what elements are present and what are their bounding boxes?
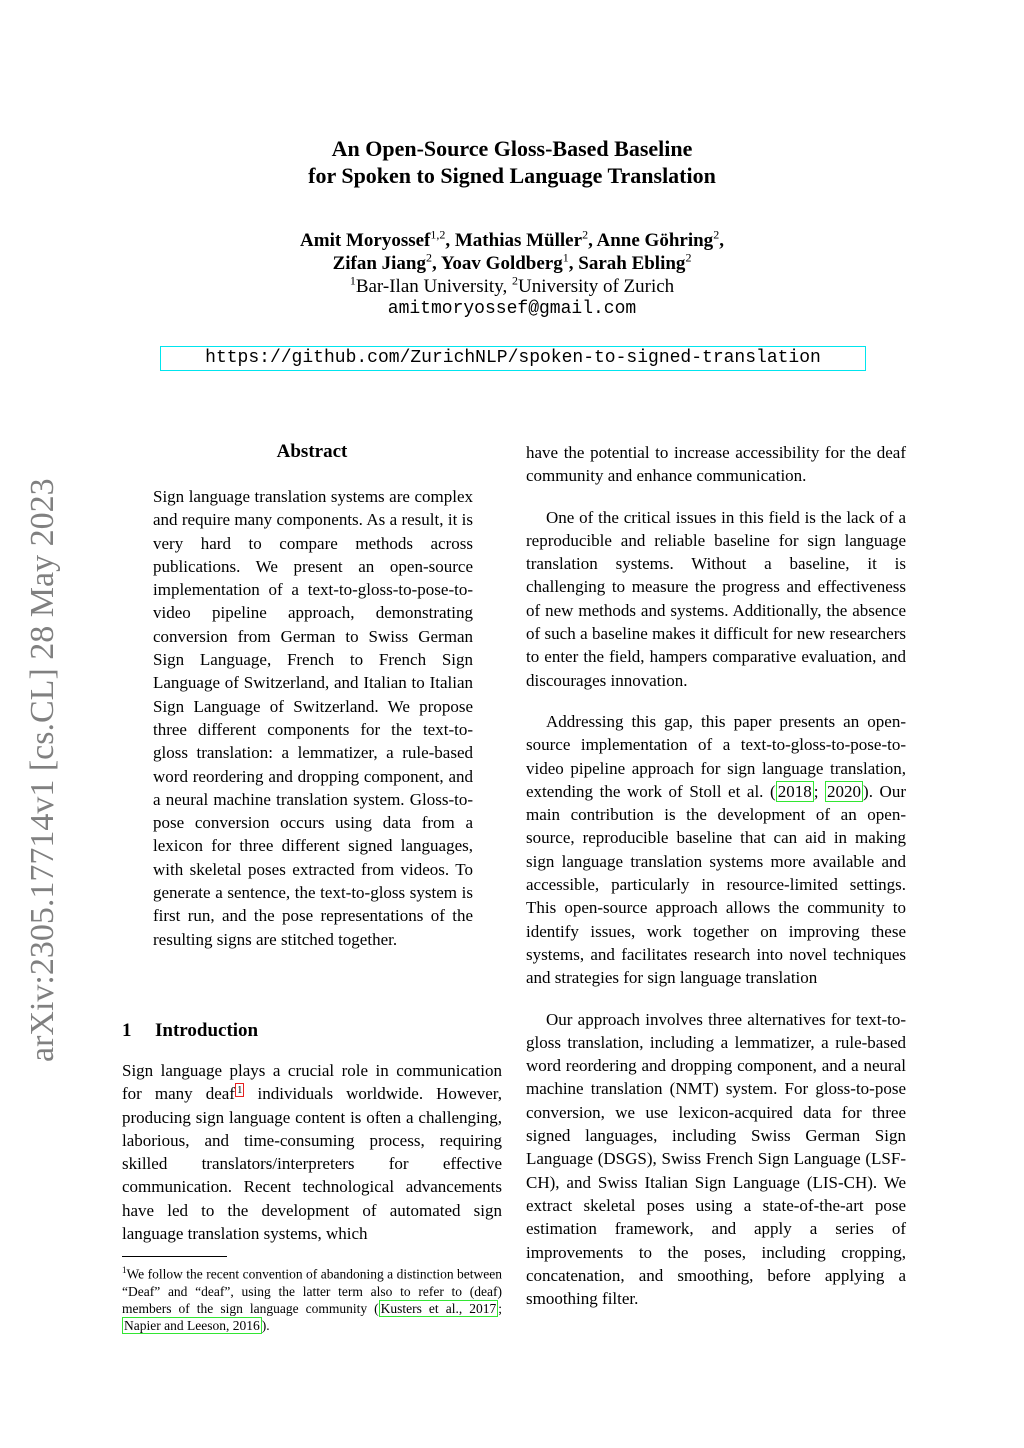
affiliation-name: University of Zurich [517,276,675,297]
author-affiliation: 1,2 [430,227,446,242]
title-line-1: An Open-Source Gloss-Based Baseline [331,136,693,161]
affiliation-number: 1 [349,273,356,288]
author-block [0,229,1024,321]
citation-separator: ; [498,1300,503,1316]
footnote-text: We follow the recent convention of abandoning a distinction between “Deaf” and “deaf”, using the latter term also to refer to (deaf) members of the sign language community ( [122,1266,502,1316]
section-number: 1 [122,1020,132,1041]
author-affiliation: 2 [582,227,589,242]
footnote-text: ). [261,1317,270,1333]
contact-email[interactable]: amitmoryossef@gmail.com [387,299,637,319]
author-name: Sarah Ebling [578,253,686,274]
author-name: Anne Göhring [596,230,714,251]
intro-text: ). Our main contribution is the development of an open-source, reproducible baseline that can aid in making sign language translation systems more available and accessible, particularly in resource-limited settings. This open-source approach allows the community to identify issues, work together on improving these systems, and facilitates research into novel techniques and strategies for sign language translation [526,781,906,988]
title-line-2: for Spoken to Signed Language Translation [308,163,716,188]
author-affiliation: 2 [685,250,692,265]
author-affiliation: 2 [713,227,720,242]
affiliation-name: Bar-Ilan University [355,276,503,297]
footnote-number: 1 [122,1265,127,1275]
abstract-text: Sign language translation systems are complex and require many components. As a result, it is very hard to compare methods across publications. We present an open-source implementation of a text-to-gloss-to-pose-to-video pipeline approach, demonstrating conversion from German to Swiss German Sign Language, French to French Sign Language of Switzerland, and Italian to Italian Sign Language of Switzerland. We propose three different components for the text-to-gloss translation: a lemmatizer, a rule-based word reordering and dropping component, and a neural machine translation system. Gloss-to-pose conversion occurs using data from a lexicon for three different signed languages, with skeletal poses extracted from videos. To generate a sentence, the text-to-gloss system is first run, and the pose representations of the resulting signs are stitched together. [153,487,473,949]
abstract-heading: Abstract [276,441,348,462]
author-name: Amit Moryossef [300,230,431,251]
citation-kusters[interactable]: Kusters et al., 2017 [380,1300,497,1316]
intro-paragraph-4: Our approach involves three alternatives for text-to-gloss translation, including a lemmatizer, a rule-based word reordering and dropping component, and a neural machine translation (NMT) system. For gloss-to-pose conversion, we use lexicon-acquired data for three signed languages, including Swiss German Sign Language (DSGS), Swiss French Sign Language (LSF-CH), and Swiss Italian Sign Language (LIS-CH). We extract skeletal poses using a state-of-the-art pose estimation framework, and apply a series of improvements to the poses, including cropping, concatenation, and smoothing, before applying a smoothing filter. [526,1009,906,1309]
author-line-2: Zifan Jiang$^2$, Yoav Goldberg$^1$, Sarah Ebling$^2$ [332,250,692,274]
repository-link[interactable]: https://github.com/ZurichNLP/spoken-to-signed-translation [160,346,866,371]
citation-separator: ; [813,781,826,801]
section-title: Introduction [155,1020,259,1041]
intro-text: Sign language plays a crucial role in communication for many deaf [122,1061,502,1104]
footnote [122,1262,502,1334]
author-affiliation: 1 [562,250,569,265]
footnote-reference[interactable]: 1 [236,1083,243,1096]
paper-title [0,135,1024,189]
intro-text: individuals worldwide. However, producing sign language content is often a challenging, laborious, and time-consuming process, requiring skilled translators/interpreters for effective communication. Recent technological advancements have led to the development of automated sign language translation systems, which [122,1084,502,1244]
author-name: Zifan Jiang [332,253,427,274]
intro-paragraph-continued: have the potential to increase accessibility for the deaf community and enhance communication. [526,443,906,486]
citation-2020[interactable]: 2020 [827,781,862,801]
right-column [526,441,906,1310]
author-name: Yoav Goldberg [440,253,563,274]
intro-paragraph-3 [526,710,906,990]
intro-text: Addressing this gap, this paper presents an open-source implementation of a text-to-gloss-to-pose-to-video pipeline approach for sign language translation, extending the work of Stoll et al. ( [526,711,906,801]
arxiv-identifier: arXiv:2305.17714v1 [cs.CL] 28 May 2023 [24,478,61,1062]
section-heading-introduction [122,1020,258,1042]
affiliation-line: $^1$Bar-Ilan University, $^2$University of Zurich [349,273,675,297]
author-affiliation: 2 [426,250,433,265]
affiliation-number: 2 [511,273,518,288]
author-name: Mathias Müller [454,230,583,251]
citation-napier[interactable]: Napier and Leeson, 2016 [124,1317,260,1333]
citation-2018[interactable]: 2018 [777,781,812,801]
intro-paragraph-1 [122,1059,502,1245]
author-line-1: Amit Moryossef$^{1,2}$, Mathias Müller$^2$, Anne Göhring$^2$, [300,227,724,251]
footnote-rule [122,1256,227,1257]
intro-paragraph-2: One of the critical issues in this field is the lack of a reproducible and reliable baseline for sign language translation systems. Without a baseline, it is challenging to measure the progress and effectiveness of new methods and systems. Additionally, the absence of such a baseline makes it difficult for new researchers to enter the field, hampers comparative evaluation, and discourages innovation. [526,507,906,690]
